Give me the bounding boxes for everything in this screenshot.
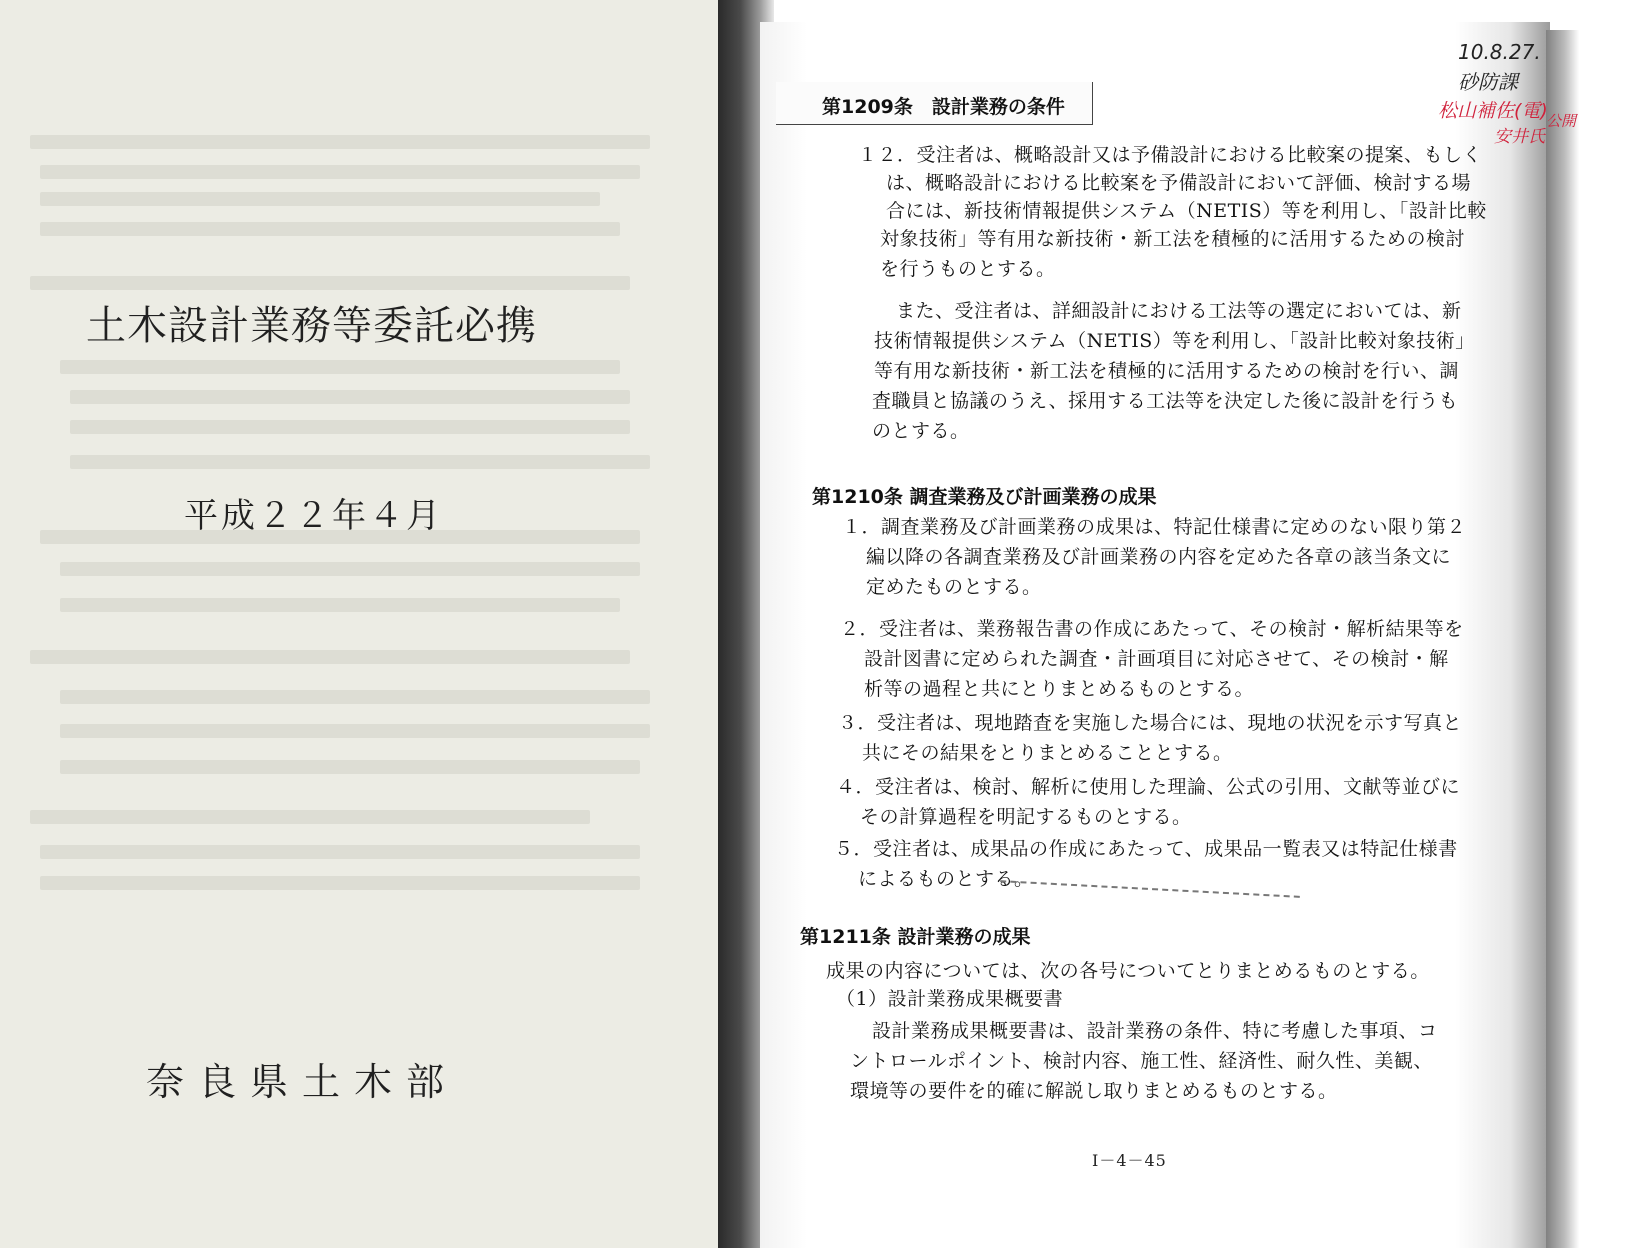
article-1210-line: によるものとする。 bbox=[858, 868, 1034, 890]
article-1210-line: 編以降の各調査業務及び計画業務の内容を定めた各章の該当条文に bbox=[866, 546, 1452, 568]
show-through-line bbox=[70, 420, 630, 434]
show-through-line bbox=[30, 276, 630, 290]
show-through-line bbox=[60, 724, 650, 738]
article-1211-line: 設計業務成果概要書は、設計業務の条件、特に考慮した事項、コ bbox=[872, 1020, 1438, 1042]
cover-page bbox=[0, 0, 722, 1248]
article-1209-line: のとする。 bbox=[872, 420, 970, 442]
article-1210-heading: 第1210条 調査業務及び計画業務の成果 bbox=[812, 486, 1157, 508]
article-1209-line: 査職員と協議のうえ、採用する工法等を決定した後に設計を行うも bbox=[872, 390, 1459, 412]
article-1209-line: は、概略設計における比較案を予備設計において評価、検討する場 bbox=[886, 172, 1472, 194]
show-through-line bbox=[40, 192, 600, 206]
article-1210-line: ５．受注者は、成果品の作成にあたって、成果品一覧表又は特記仕様書 bbox=[834, 838, 1458, 860]
show-through-line bbox=[30, 810, 590, 824]
show-through-line bbox=[40, 845, 640, 859]
article-1210-line: 設計図書に定められた調査・計画項目に対応させて、その検討・解 bbox=[864, 648, 1449, 670]
show-through-line bbox=[60, 598, 620, 612]
article-1209-line: 合には、新技術情報提供システム（NETIS）等を利用し、「設計比較 bbox=[886, 200, 1487, 222]
show-through-line bbox=[60, 760, 640, 774]
handwritten-date: 10.8.27. bbox=[1458, 40, 1541, 64]
show-through-line bbox=[60, 360, 620, 374]
article-1210-line: ４．受注者は、検討、解析に使用した理論、公式の引用、文献等並びに bbox=[836, 776, 1461, 798]
article-1209-line: 等有用な新技術・新工法を積極的に活用するための検討を行い、調 bbox=[874, 360, 1460, 382]
show-through-line bbox=[40, 165, 640, 179]
article-1209-header: 第1209条 設計業務の条件 bbox=[822, 96, 1065, 118]
article-1210-line: 定めたものとする。 bbox=[866, 576, 1042, 598]
article-1211-heading: 第1211条 設計業務の成果 bbox=[800, 926, 1031, 948]
article-1209-line: 対象技術」等有用な新技術・新工法を積極的に活用するための検討 bbox=[880, 228, 1466, 250]
show-through-line bbox=[60, 562, 640, 576]
show-through-line bbox=[30, 650, 630, 664]
article-1210-line: １．調査業務及び計画業務の成果は、特記仕様書に定めのない限り第２ bbox=[842, 516, 1467, 538]
article-1210-line: その計算過程を明記するものとする。 bbox=[860, 806, 1192, 828]
cover-title: 土木設計業務等委託必携 bbox=[86, 303, 537, 349]
handwritten-red-note: 松山補佐(電) bbox=[1438, 100, 1548, 122]
handwritten-red-note: 公開 bbox=[1546, 112, 1577, 130]
article-1211-line: 成果の内容については、次の各号についてとりまとめるものとする。 bbox=[826, 960, 1430, 982]
article-1209-line: を行うものとする。 bbox=[880, 258, 1056, 280]
handwritten-red-note: 安井氏 bbox=[1494, 127, 1545, 147]
handwritten-dept: 砂防課 bbox=[1458, 70, 1518, 94]
article-1209-line: １２．受注者は、概略設計又は予備設計における比較案の提案、もしく bbox=[858, 144, 1483, 166]
article-1211-line: 環境等の要件を的確に解説し取りまとめるものとする。 bbox=[850, 1080, 1338, 1102]
cover-publisher: 奈良県土木部 bbox=[146, 1060, 459, 1104]
cover-date: 平成２２年４月 bbox=[184, 496, 443, 536]
article-1211-line: ントロールポイント、検討内容、施工性、経済性、耐久性、美観、 bbox=[850, 1050, 1433, 1072]
show-through-line bbox=[70, 390, 630, 404]
article-1209-line: 技術情報提供システム（NETIS）等を利用し、「設計比較対象技術」 bbox=[874, 330, 1475, 352]
article-1210-line: ３．受注者は、現地踏査を実施した場合には、現地の状況を示す写真と bbox=[838, 712, 1463, 734]
show-through-line bbox=[30, 135, 650, 149]
article-1209-line: また、受注者は、詳細設計における工法等の選定においては、新 bbox=[896, 300, 1462, 322]
show-through-line bbox=[70, 455, 650, 469]
article-1211-line: （1）設計業務成果概要書 bbox=[836, 988, 1064, 1010]
page-number: Ⅰ－4－45 bbox=[1092, 1151, 1167, 1170]
article-1210-line: 共にその結果をとりまとめることとする。 bbox=[862, 742, 1233, 764]
page-edge-shadow bbox=[1546, 30, 1650, 1248]
article-1210-line: 析等の過程と共にとりまとめるものとする。 bbox=[864, 678, 1255, 700]
article-1210-line: ２．受注者は、業務報告書の作成にあたって、その検討・解析結果等を bbox=[840, 618, 1464, 640]
show-through-line bbox=[40, 876, 640, 890]
show-through-line bbox=[40, 222, 620, 236]
show-through-line bbox=[60, 690, 650, 704]
